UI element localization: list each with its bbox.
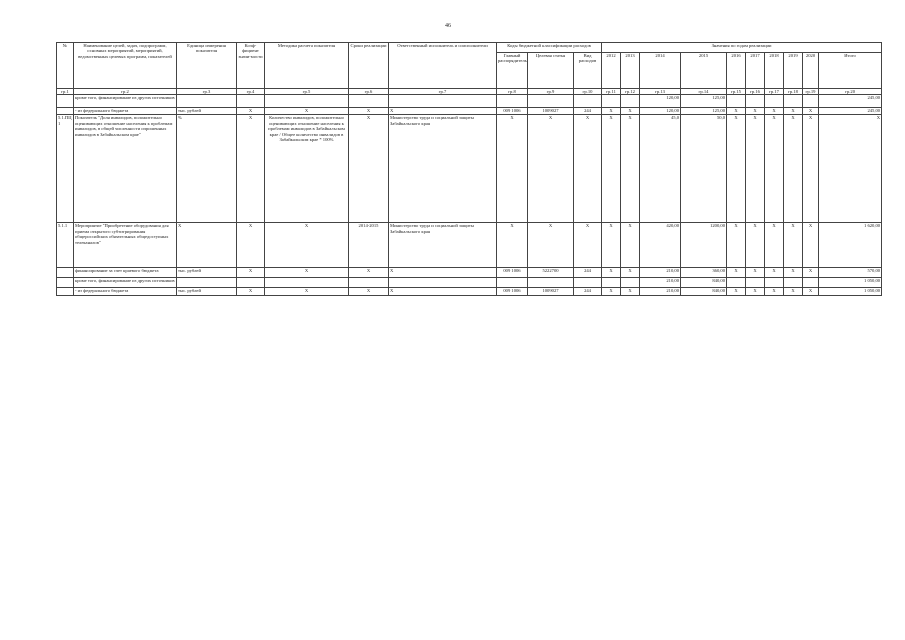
column-number: гр.6: [349, 89, 389, 95]
value-2020: [803, 278, 819, 288]
value-2014: 120,00: [640, 108, 681, 115]
row-terms: X: [349, 268, 389, 278]
row-coef: [237, 95, 265, 108]
value-2018: X: [765, 115, 784, 223]
value-2016: [727, 95, 746, 108]
value-2016: [727, 278, 746, 288]
header-coef: Коэф-фициент значи-мости: [237, 43, 265, 89]
row-method: X: [265, 268, 349, 278]
value-2018: X: [765, 223, 784, 268]
header-total: Итого: [819, 53, 882, 89]
value-2019: X: [784, 115, 803, 223]
header-year: 2018: [765, 53, 784, 89]
table-row: [57, 288, 882, 296]
column-number: гр.14: [681, 89, 727, 95]
value-2012: X: [602, 108, 621, 115]
column-number: гр.13: [640, 89, 681, 95]
row-method: X: [265, 223, 349, 268]
value-2015: 360,00: [681, 268, 727, 278]
value-2015: 1200,00: [681, 223, 727, 268]
row-target-article: [528, 95, 574, 108]
program-table: [56, 42, 882, 296]
column-number: гр.10: [574, 89, 602, 95]
value-2016: X: [727, 108, 746, 115]
value-total: 245,00: [819, 95, 882, 108]
row-expense-type: 244: [574, 288, 602, 296]
table-row: [57, 223, 882, 268]
row-number: [57, 278, 74, 288]
row-coef: X: [237, 115, 265, 223]
value-2018: X: [765, 108, 784, 115]
row-name: Показатель "Доля инвалидов, положительно оценивающих отношение населения к проблемам инвалидов, в общей численности опрошенных инвалидов в Забайкальском крае": [74, 115, 177, 223]
row-number: 5.1.1: [57, 223, 74, 268]
value-2012: [602, 95, 621, 108]
row-responsible: X: [389, 108, 497, 115]
value-2014: 420,00: [640, 223, 681, 268]
row-name: финансирование за счет краевого бюджета: [74, 268, 177, 278]
row-unit: тыс. рублей: [177, 108, 237, 115]
column-number: гр.9: [528, 89, 574, 95]
column-number: гр.4: [237, 89, 265, 95]
value-2012: X: [602, 115, 621, 223]
header-main-manager: Главный распорядитель: [497, 53, 528, 89]
row-expense-type: [574, 95, 602, 108]
column-number: гр.20: [819, 89, 882, 95]
row-terms: X: [349, 115, 389, 223]
value-total: X: [819, 115, 882, 223]
row-coef: X: [237, 288, 265, 296]
row-main-manager: X: [497, 115, 528, 223]
header-no: №: [57, 43, 74, 89]
value-2012: X: [602, 288, 621, 296]
row-terms: X: [349, 288, 389, 296]
value-2019: X: [784, 288, 803, 296]
row-method: X: [265, 288, 349, 296]
header-name: Наименование целей, задач, подпрограмм, основных мероприятий, мероприятий, ведомственных целевых программ, показателей: [74, 43, 177, 89]
header-year: 2016: [727, 53, 746, 89]
value-2013: X: [621, 288, 640, 296]
row-target-article: 1009027: [528, 288, 574, 296]
page-number: 46: [445, 23, 451, 29]
row-expense-type: 244: [574, 108, 602, 115]
header-year: 2017: [746, 53, 765, 89]
row-unit: [177, 95, 237, 108]
row-name: кроме того, финансирование из других источников: [74, 278, 177, 288]
header-responsible: Ответственный исполнитель и соисполнители: [389, 43, 497, 89]
value-2014: 210,00: [640, 288, 681, 296]
column-number: гр.8: [497, 89, 528, 95]
value-2012: [602, 278, 621, 288]
row-responsible: [389, 278, 497, 288]
value-2015: 50,0: [681, 115, 727, 223]
value-2019: X: [784, 268, 803, 278]
row-main-manager: [497, 95, 528, 108]
value-2019: X: [784, 223, 803, 268]
row-target-article: X: [528, 115, 574, 223]
value-2020: X: [803, 108, 819, 115]
row-name: кроме того, финансирование из других источников: [74, 95, 177, 108]
row-responsible: X: [389, 288, 497, 296]
column-number: гр.17: [765, 89, 784, 95]
row-terms: [349, 278, 389, 288]
row-number: [57, 108, 74, 115]
value-2020: [803, 95, 819, 108]
value-2016: X: [727, 115, 746, 223]
header-target-article: Целевая статья: [528, 53, 574, 89]
row-number: 5.1.ПЦ 1: [57, 115, 74, 223]
header-year: 2015: [681, 53, 727, 89]
header-method: Методика расчета показателя: [265, 43, 349, 89]
row-expense-type: X: [574, 115, 602, 223]
value-2012: X: [602, 268, 621, 278]
value-2014: 210,00: [640, 278, 681, 288]
row-responsible: Министерство труда и социальной защиты Забайкальского края: [389, 115, 497, 223]
value-2019: X: [784, 108, 803, 115]
row-unit: тыс. рублей: [177, 288, 237, 296]
row-method: [265, 278, 349, 288]
value-2019: [784, 95, 803, 108]
value-2018: X: [765, 288, 784, 296]
table-row: [57, 115, 882, 223]
column-number: гр.15: [727, 89, 746, 95]
value-2020: X: [803, 268, 819, 278]
row-target-article: X: [528, 223, 574, 268]
table-row: [57, 108, 882, 115]
row-terms: 2014-2015: [349, 223, 389, 268]
table-row: [57, 95, 882, 108]
value-2016: X: [727, 223, 746, 268]
header-year: 2019: [784, 53, 803, 89]
column-number: гр.16: [746, 89, 765, 95]
row-target-article: [528, 278, 574, 288]
value-2014: 210,00: [640, 268, 681, 278]
row-unit: X: [177, 223, 237, 268]
value-total: 245,00: [819, 108, 882, 115]
column-number: гр.11: [602, 89, 621, 95]
value-2018: [765, 95, 784, 108]
value-2020: X: [803, 288, 819, 296]
row-main-manager: X: [497, 223, 528, 268]
row-expense-type: X: [574, 223, 602, 268]
row-coef: [237, 278, 265, 288]
column-number: гр.3: [177, 89, 237, 95]
row-main-manager: 009 1006: [497, 268, 528, 278]
column-number: гр.12: [621, 89, 640, 95]
value-total: 1 050,00: [819, 278, 882, 288]
row-name: - из федерального бюджета: [74, 108, 177, 115]
header-year: 2013: [621, 53, 640, 89]
row-main-manager: [497, 278, 528, 288]
header-expense-type: Вид расходов: [574, 53, 602, 89]
value-total: 1 050,00: [819, 288, 882, 296]
value-2015: 125,00: [681, 95, 727, 108]
value-2013: X: [621, 268, 640, 278]
row-target-article: 5222700: [528, 268, 574, 278]
row-unit: тыс. рублей: [177, 268, 237, 278]
header-year: 2014: [640, 53, 681, 89]
header-budget-codes: Коды бюджетной классификации расходов: [497, 43, 602, 53]
row-name: - из федерального бюджета: [74, 288, 177, 296]
column-number: гр.2: [74, 89, 177, 95]
value-2020: X: [803, 115, 819, 223]
value-2014: 45,0: [640, 115, 681, 223]
row-expense-type: [574, 278, 602, 288]
row-target-article: 1009027: [528, 108, 574, 115]
row-name: Мероприятие "Приобретение оборудования для приема открытого субтитрирования общероссийских обязательных общедоступных телеканалов": [74, 223, 177, 268]
row-main-manager: 009 1006: [497, 288, 528, 296]
row-main-manager: 009 1006: [497, 108, 528, 115]
row-expense-type: 244: [574, 268, 602, 278]
row-unit: %: [177, 115, 237, 223]
header-year: 2020: [803, 53, 819, 89]
column-number: гр.18: [784, 89, 803, 95]
value-2014: 120,00: [640, 95, 681, 108]
value-2013: [621, 95, 640, 108]
table-row: [57, 268, 882, 278]
value-total: 570,00: [819, 268, 882, 278]
header-years-group: Значения по годам реализации: [602, 43, 882, 53]
value-2015: 840,00: [681, 288, 727, 296]
value-2017: X: [746, 268, 765, 278]
header-terms: Сроки реализации: [349, 43, 389, 89]
value-2017: X: [746, 115, 765, 223]
row-number: [57, 288, 74, 296]
column-number: гр.1: [57, 89, 74, 95]
value-2017: [746, 278, 765, 288]
value-2016: X: [727, 288, 746, 296]
value-2017: X: [746, 223, 765, 268]
value-2017: X: [746, 108, 765, 115]
column-number: гр.5: [265, 89, 349, 95]
value-2019: [784, 278, 803, 288]
row-responsible: Министерство труда и социальной защиты Забайкальского края: [389, 223, 497, 268]
row-number: [57, 95, 74, 108]
value-2018: X: [765, 268, 784, 278]
row-terms: [349, 95, 389, 108]
value-2015: 840,00: [681, 278, 727, 288]
row-method: Количество инвалидов, положительно оценивающих отношение населения к проблемам инвалидов в Забайкальском крае / Общее количество инвалидов в Забайкальском крае * 100%: [265, 115, 349, 223]
row-coef: X: [237, 108, 265, 115]
value-2013: X: [621, 115, 640, 223]
value-2012: X: [602, 223, 621, 268]
row-terms: X: [349, 108, 389, 115]
column-number: гр.7: [389, 89, 497, 95]
value-2018: [765, 278, 784, 288]
row-responsible: X: [389, 268, 497, 278]
value-2013: X: [621, 108, 640, 115]
header-unit: Единица измерения показателя: [177, 43, 237, 89]
row-responsible: [389, 95, 497, 108]
value-2015: 125,00: [681, 108, 727, 115]
row-coef: X: [237, 268, 265, 278]
row-unit: [177, 278, 237, 288]
value-total: 1 620,00: [819, 223, 882, 268]
table-row: [57, 278, 882, 288]
value-2020: X: [803, 223, 819, 268]
row-number: [57, 268, 74, 278]
value-2013: [621, 278, 640, 288]
value-2017: X: [746, 288, 765, 296]
value-2017: [746, 95, 765, 108]
column-number: гр.19: [803, 89, 819, 95]
row-coef: X: [237, 223, 265, 268]
value-2016: X: [727, 268, 746, 278]
row-method: X: [265, 108, 349, 115]
header-year: 2012: [602, 53, 621, 89]
value-2013: X: [621, 223, 640, 268]
row-method: [265, 95, 349, 108]
